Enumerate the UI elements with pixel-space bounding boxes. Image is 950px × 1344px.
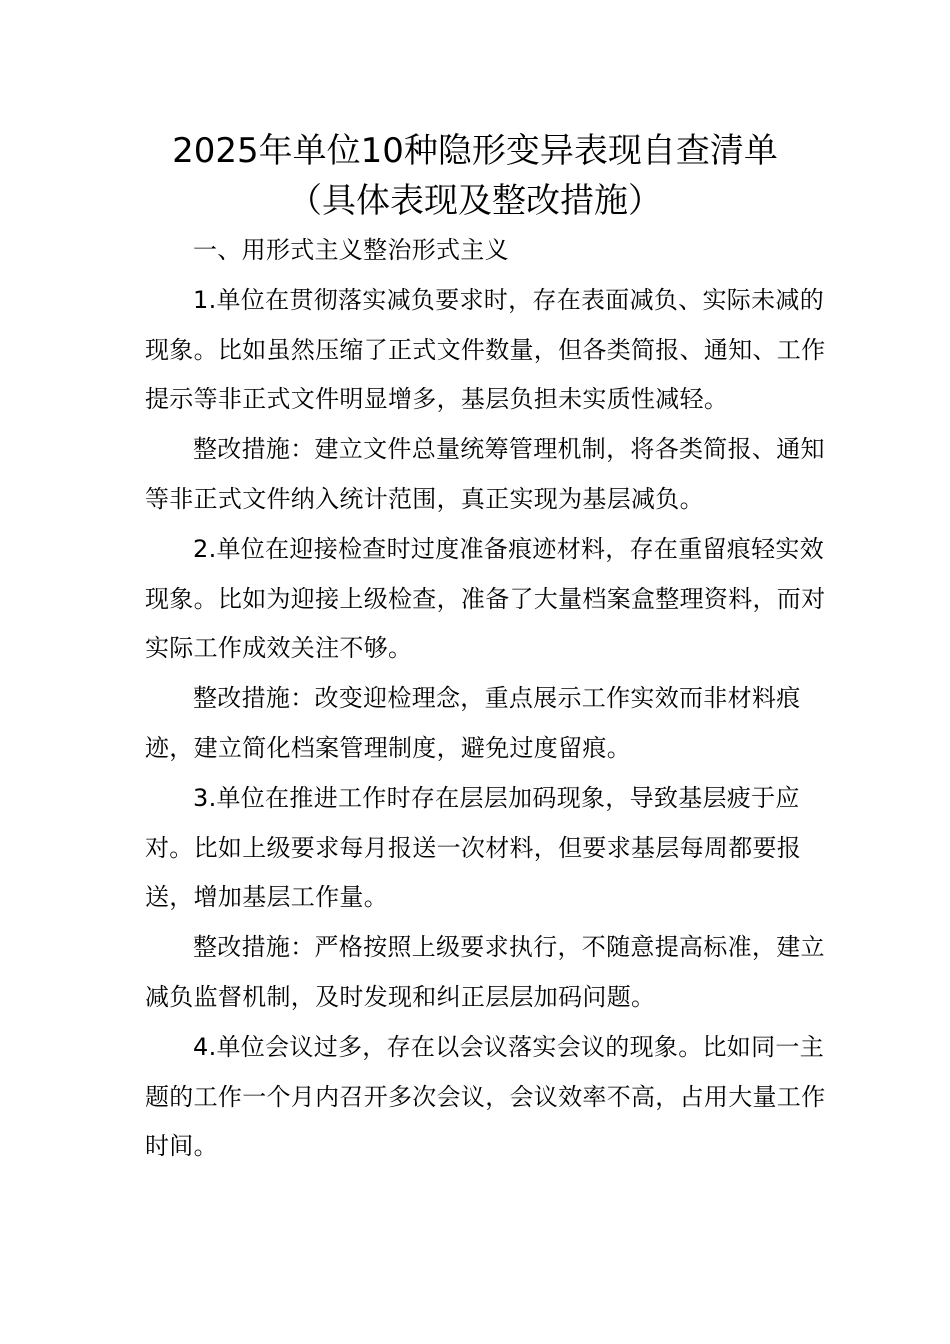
document-title-line1: 2025年单位10种隐形变异表现自查清单 (172, 131, 778, 171)
document-title-line2: （具体表现及整改措施） (288, 181, 662, 221)
item-1-problem: 1.单位在贯彻落实减负要求时，存在表面减负、实际未减的现象。比如虽然压缩了正式文件数量，但各类简报、通知、工作提示等非正式文件明显增多，基层负担未实质性减轻。 (145, 285, 826, 414)
item-2-measure: 整改措施：改变迎检理念，重点展示工作实效而非材料痕迹，建立简化档案管理制度，避免过度留痕。 (145, 684, 801, 762)
item-3-measure: 整改措施：严格按照上级要求执行，不随意提高标准，建立减负监督机制，及时发现和纠正层层加码问题。 (145, 933, 825, 1011)
item-4-problem: 4.单位会议过多，存在以会议落实会议的现象。比如同一主题的工作一个月内召开多次会议，会议效率不高，占用大量工作时间。 (145, 1032, 826, 1161)
document-body (145, 226, 829, 1172)
section-heading: 一、用形式主义整治形式主义 (193, 236, 509, 264)
item-3-problem: 3.单位在推进工作时存在层层加码现象，导致基层疲于应对。比如上级要求每月报送一次材料，但要求基层每周都要报送，增加基层工作量。 (145, 783, 802, 912)
item-1-measure: 整改措施：建立文件总量统筹管理机制，将各类简报、通知等非正式文件纳入统计范围，真正实现为基层减负。 (145, 435, 825, 513)
item-2-problem: 2.单位在迎接检查时过度准备痕迹材料，存在重留痕轻实效现象。比如为迎接上级检查，准备了大量档案盒整理资料，而对实际工作成效关注不够。 (145, 534, 826, 663)
